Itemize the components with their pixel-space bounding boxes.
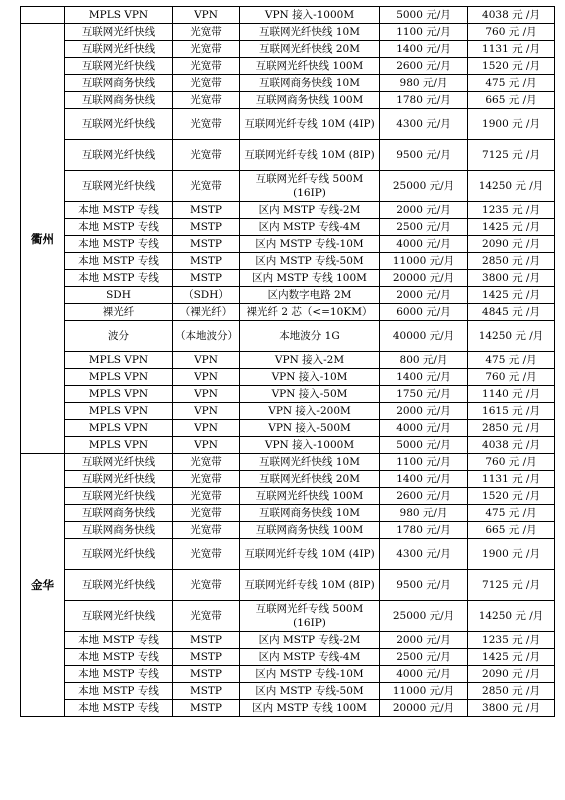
list-price-cell: 9500 元/月: [380, 140, 468, 171]
table-row: [21, 58, 555, 75]
list-price-cell: 2500 元/月: [380, 219, 468, 236]
list-price-cell: 9500 元/月: [380, 570, 468, 601]
list-price-cell: 25000 元/月: [380, 601, 468, 632]
discount-price-cell: 3800 元 /月: [468, 700, 555, 717]
spec-cell: VPN 接入-200M: [240, 403, 380, 420]
table-row: [21, 666, 555, 683]
table-row: [21, 420, 555, 437]
category-cell: 光宽带: [173, 454, 240, 471]
spec-cell: 区内数字电路 2M: [240, 287, 380, 304]
spec-cell: VPN 接入-500M: [240, 420, 380, 437]
spec-cell: 互联网光纤专线 10M (4IP): [240, 539, 380, 570]
list-price-cell: 980 元/月: [380, 505, 468, 522]
category-cell: 光宽带: [173, 522, 240, 539]
discount-price-cell: 475 元 /月: [468, 505, 555, 522]
service-cell: MPLS VPN: [65, 420, 173, 437]
discount-price-cell: 2090 元 /月: [468, 666, 555, 683]
discount-price-cell: 4038 元 /月: [468, 437, 555, 454]
list-price-cell: 1780 元/月: [380, 92, 468, 109]
service-cell: 本地 MSTP 专线: [65, 253, 173, 270]
list-price-cell: 2500 元/月: [380, 649, 468, 666]
list-price-cell: 20000 元/月: [380, 700, 468, 717]
spec-cell: VPN 接入-1000M: [240, 437, 380, 454]
category-cell: VPN: [173, 369, 240, 386]
spec-cell: 互联网光纤专线 10M (8IP): [240, 570, 380, 601]
spec-cell: 区内 MSTP 专线 100M: [240, 700, 380, 717]
category-cell: 光宽带: [173, 570, 240, 601]
discount-price-cell: 7125 元 /月: [468, 140, 555, 171]
table-row: [21, 649, 555, 666]
service-cell: 互联网光纤快线: [65, 454, 173, 471]
spec-cell: 互联网光纤快线 100M: [240, 58, 380, 75]
list-price-cell: 1400 元/月: [380, 369, 468, 386]
price-table-body: [21, 7, 555, 717]
list-price-cell: 2000 元/月: [380, 403, 468, 420]
list-price-cell: 2000 元/月: [380, 287, 468, 304]
service-cell: 波分: [65, 321, 173, 352]
table-row: [21, 75, 555, 92]
discount-price-cell: 760 元 /月: [468, 369, 555, 386]
table-row: [21, 92, 555, 109]
service-cell: MPLS VPN: [65, 352, 173, 369]
spec-cell: VPN 接入-50M: [240, 386, 380, 403]
discount-price-cell: 1235 元 /月: [468, 632, 555, 649]
category-cell: （SDH）: [173, 287, 240, 304]
spec-cell: 互联网商务快线 100M: [240, 522, 380, 539]
spec-cell: 区内 MSTP 专线-4M: [240, 219, 380, 236]
list-price-cell: 4000 元/月: [380, 420, 468, 437]
list-price-cell: 1100 元/月: [380, 454, 468, 471]
spec-cell: 互联网商务快线 10M: [240, 505, 380, 522]
service-cell: 本地 MSTP 专线: [65, 666, 173, 683]
table-row: [21, 202, 555, 219]
category-cell: 光宽带: [173, 471, 240, 488]
table-row: [21, 403, 555, 420]
service-cell: 本地 MSTP 专线: [65, 683, 173, 700]
discount-price-cell: 1235 元 /月: [468, 202, 555, 219]
service-cell: 本地 MSTP 专线: [65, 219, 173, 236]
discount-price-cell: 475 元 /月: [468, 75, 555, 92]
list-price-cell: 20000 元/月: [380, 270, 468, 287]
service-cell: 互联网光纤快线: [65, 488, 173, 505]
table-row: [21, 539, 555, 570]
list-price-cell: 5000 元/月: [380, 437, 468, 454]
spec-cell: VPN 接入-2M: [240, 352, 380, 369]
service-cell: 本地 MSTP 专线: [65, 270, 173, 287]
table-row: [21, 24, 555, 41]
discount-price-cell: 1615 元 /月: [468, 403, 555, 420]
table-row: [21, 522, 555, 539]
table-row: [21, 321, 555, 352]
service-cell: 本地 MSTP 专线: [65, 202, 173, 219]
category-cell: VPN: [173, 403, 240, 420]
spec-cell: 区内 MSTP 专线-4M: [240, 649, 380, 666]
discount-price-cell: 4845 元 /月: [468, 304, 555, 321]
spec-cell: 区内 MSTP 专线-10M: [240, 236, 380, 253]
category-cell: 光宽带: [173, 505, 240, 522]
price-table: [20, 6, 555, 717]
category-cell: 光宽带: [173, 171, 240, 202]
spec-cell: 区内 MSTP 专线-2M: [240, 632, 380, 649]
discount-price-cell: 1140 元 /月: [468, 386, 555, 403]
category-cell: VPN: [173, 352, 240, 369]
list-price-cell: 1400 元/月: [380, 41, 468, 58]
discount-price-cell: 1520 元 /月: [468, 58, 555, 75]
list-price-cell: 1750 元/月: [380, 386, 468, 403]
list-price-cell: 1400 元/月: [380, 471, 468, 488]
table-row: [21, 171, 555, 202]
service-cell: 互联网商务快线: [65, 75, 173, 92]
category-cell: MSTP: [173, 632, 240, 649]
service-cell: 互联网光纤快线: [65, 570, 173, 601]
list-price-cell: 2000 元/月: [380, 202, 468, 219]
table-row: [21, 41, 555, 58]
service-cell: 互联网光纤快线: [65, 109, 173, 140]
region-cell: [21, 7, 65, 24]
category-cell: MSTP: [173, 219, 240, 236]
table-row: [21, 601, 555, 632]
table-row: [21, 683, 555, 700]
table-row: [21, 632, 555, 649]
region-cell: 衢州: [21, 24, 65, 454]
service-cell: MPLS VPN: [65, 386, 173, 403]
spec-cell: VPN 接入-10M: [240, 369, 380, 386]
list-price-cell: 11000 元/月: [380, 683, 468, 700]
service-cell: 互联网光纤快线: [65, 24, 173, 41]
category-cell: 光宽带: [173, 109, 240, 140]
spec-cell: 互联网光纤快线 100M: [240, 488, 380, 505]
category-cell: MSTP: [173, 666, 240, 683]
list-price-cell: 1780 元/月: [380, 522, 468, 539]
discount-price-cell: 1900 元 /月: [468, 109, 555, 140]
service-cell: 本地 MSTP 专线: [65, 700, 173, 717]
category-cell: 光宽带: [173, 92, 240, 109]
service-cell: 本地 MSTP 专线: [65, 632, 173, 649]
category-cell: MSTP: [173, 649, 240, 666]
service-cell: 互联网光纤快线: [65, 539, 173, 570]
category-cell: MSTP: [173, 270, 240, 287]
discount-price-cell: 2850 元 /月: [468, 683, 555, 700]
service-cell: 本地 MSTP 专线: [65, 236, 173, 253]
table-row: [21, 109, 555, 140]
table-row: [21, 270, 555, 287]
table-row: [21, 471, 555, 488]
service-cell: MPLS VPN: [65, 403, 173, 420]
spec-cell: 互联网光纤快线 20M: [240, 471, 380, 488]
list-price-cell: 4300 元/月: [380, 539, 468, 570]
list-price-cell: 4000 元/月: [380, 236, 468, 253]
list-price-cell: 2600 元/月: [380, 488, 468, 505]
table-row: [21, 437, 555, 454]
table-row: [21, 700, 555, 717]
service-cell: 互联网商务快线: [65, 92, 173, 109]
spec-cell: 互联网光纤专线 10M (4IP): [240, 109, 380, 140]
table-row: [21, 304, 555, 321]
category-cell: VPN: [173, 437, 240, 454]
table-row: [21, 369, 555, 386]
service-cell: 互联网光纤快线: [65, 601, 173, 632]
list-price-cell: 2600 元/月: [380, 58, 468, 75]
list-price-cell: 2000 元/月: [380, 632, 468, 649]
service-cell: 互联网光纤快线: [65, 471, 173, 488]
list-price-cell: 980 元/月: [380, 75, 468, 92]
list-price-cell: 5000 元/月: [380, 7, 468, 24]
spec-cell: 互联网光纤快线 10M: [240, 24, 380, 41]
discount-price-cell: 14250 元 /月: [468, 171, 555, 202]
category-cell: MSTP: [173, 683, 240, 700]
category-cell: MSTP: [173, 253, 240, 270]
discount-price-cell: 760 元 /月: [468, 454, 555, 471]
discount-price-cell: 2850 元 /月: [468, 420, 555, 437]
discount-price-cell: 1131 元 /月: [468, 41, 555, 58]
service-cell: 互联网商务快线: [65, 522, 173, 539]
spec-cell: 互联网光纤快线 20M: [240, 41, 380, 58]
service-cell: 互联网光纤快线: [65, 41, 173, 58]
discount-price-cell: 14250 元 /月: [468, 601, 555, 632]
service-cell: 互联网光纤快线: [65, 58, 173, 75]
list-price-cell: 6000 元/月: [380, 304, 468, 321]
category-cell: 光宽带: [173, 75, 240, 92]
discount-price-cell: 1425 元 /月: [468, 287, 555, 304]
discount-price-cell: 4038 元 /月: [468, 7, 555, 24]
category-cell: 光宽带: [173, 41, 240, 58]
spec-cell: 区内 MSTP 专线 100M: [240, 270, 380, 287]
discount-price-cell: 7125 元 /月: [468, 570, 555, 601]
service-cell: 互联网光纤快线: [65, 140, 173, 171]
spec-cell: 区内 MSTP 专线-50M: [240, 253, 380, 270]
discount-price-cell: 2850 元 /月: [468, 253, 555, 270]
list-price-cell: 800 元/月: [380, 352, 468, 369]
discount-price-cell: 1520 元 /月: [468, 488, 555, 505]
category-cell: MSTP: [173, 202, 240, 219]
table-row: [21, 505, 555, 522]
table-row: [21, 140, 555, 171]
list-price-cell: 1100 元/月: [380, 24, 468, 41]
table-row: [21, 287, 555, 304]
region-cell: 金华: [21, 454, 65, 717]
service-cell: 互联网光纤快线: [65, 171, 173, 202]
service-cell: 互联网商务快线: [65, 505, 173, 522]
service-cell: MPLS VPN: [65, 437, 173, 454]
spec-cell: 本地波分 1G: [240, 321, 380, 352]
discount-price-cell: 760 元 /月: [468, 24, 555, 41]
discount-price-cell: 665 元 /月: [468, 522, 555, 539]
spec-cell: VPN 接入-1000M: [240, 7, 380, 24]
discount-price-cell: 3800 元 /月: [468, 270, 555, 287]
list-price-cell: 4000 元/月: [380, 666, 468, 683]
spec-cell: 互联网光纤专线 10M (8IP): [240, 140, 380, 171]
category-cell: 光宽带: [173, 24, 240, 41]
table-row: [21, 386, 555, 403]
category-cell: （本地波分）: [173, 321, 240, 352]
spec-cell: 互联网商务快线 100M: [240, 92, 380, 109]
discount-price-cell: 1425 元 /月: [468, 649, 555, 666]
category-cell: VPN: [173, 7, 240, 24]
spec-cell: 区内 MSTP 专线-50M: [240, 683, 380, 700]
service-cell: 本地 MSTP 专线: [65, 649, 173, 666]
discount-price-cell: 1425 元 /月: [468, 219, 555, 236]
service-cell: MPLS VPN: [65, 7, 173, 24]
discount-price-cell: 14250 元 /月: [468, 321, 555, 352]
category-cell: MSTP: [173, 700, 240, 717]
discount-price-cell: 475 元 /月: [468, 352, 555, 369]
table-row: [21, 454, 555, 471]
table-row: [21, 488, 555, 505]
table-row: [21, 570, 555, 601]
category-cell: MSTP: [173, 236, 240, 253]
category-cell: 光宽带: [173, 539, 240, 570]
table-row: [21, 236, 555, 253]
table-row: [21, 219, 555, 236]
spec-cell: 互联网光纤快线 10M: [240, 454, 380, 471]
spec-cell: 互联网光纤专线 500M (16IP): [240, 171, 380, 202]
table-row: [21, 7, 555, 24]
category-cell: （裸光纤）: [173, 304, 240, 321]
discount-price-cell: 665 元 /月: [468, 92, 555, 109]
service-cell: SDH: [65, 287, 173, 304]
category-cell: VPN: [173, 386, 240, 403]
service-cell: 裸光纤: [65, 304, 173, 321]
category-cell: 光宽带: [173, 58, 240, 75]
category-cell: 光宽带: [173, 488, 240, 505]
table-row: [21, 352, 555, 369]
discount-price-cell: 2090 元 /月: [468, 236, 555, 253]
discount-price-cell: 1900 元 /月: [468, 539, 555, 570]
spec-cell: 裸光纤 2 芯（<=10KM）: [240, 304, 380, 321]
discount-price-cell: 1131 元 /月: [468, 471, 555, 488]
spec-cell: 互联网商务快线 10M: [240, 75, 380, 92]
category-cell: 光宽带: [173, 601, 240, 632]
service-cell: MPLS VPN: [65, 369, 173, 386]
list-price-cell: 4300 元/月: [380, 109, 468, 140]
list-price-cell: 40000 元/月: [380, 321, 468, 352]
spec-cell: 区内 MSTP 专线-10M: [240, 666, 380, 683]
list-price-cell: 25000 元/月: [380, 171, 468, 202]
spec-cell: 互联网光纤专线 500M (16IP): [240, 601, 380, 632]
spec-cell: 区内 MSTP 专线-2M: [240, 202, 380, 219]
category-cell: 光宽带: [173, 140, 240, 171]
list-price-cell: 11000 元/月: [380, 253, 468, 270]
table-row: [21, 253, 555, 270]
category-cell: VPN: [173, 420, 240, 437]
